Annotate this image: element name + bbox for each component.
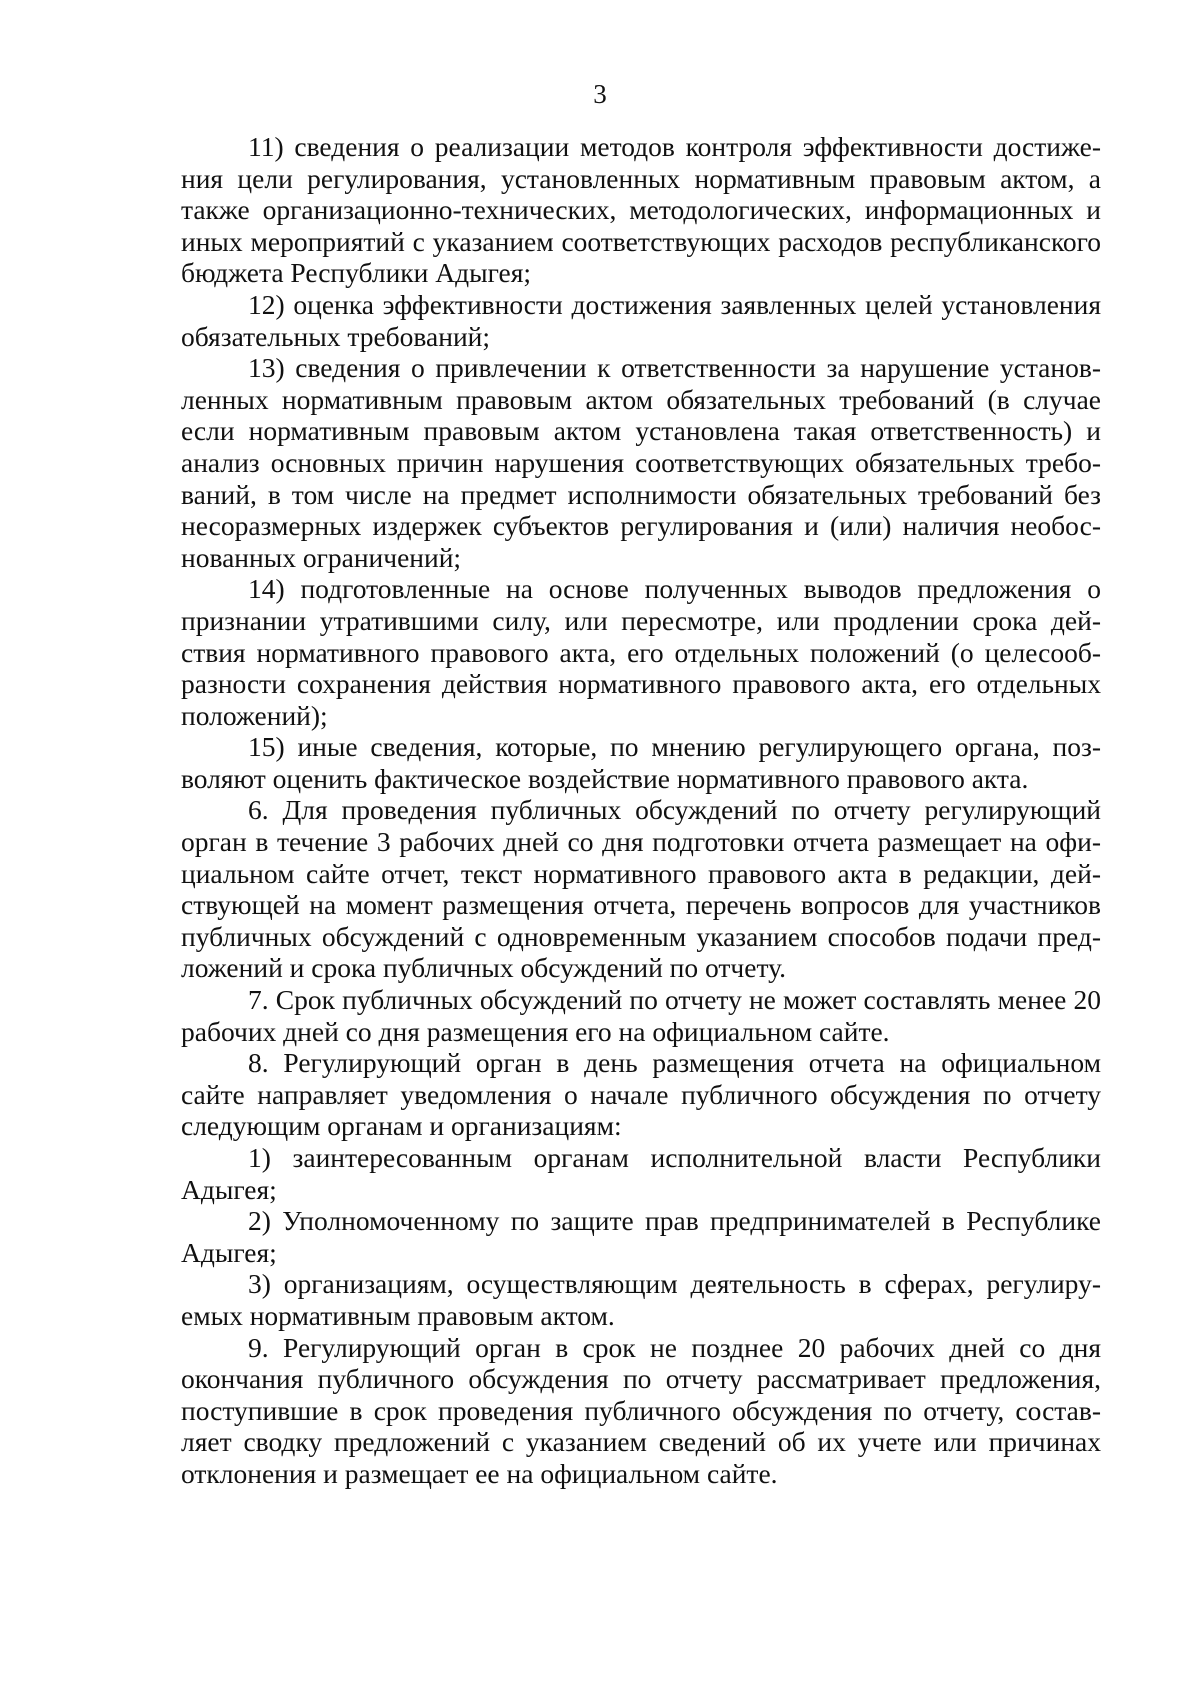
paragraph-item-13: 13) сведения о привлечении к ответственности за нарушение установленных нормативным правовым актом обязательных требований (в случае если нормативным правовым актом установлена такая ответственность) и анализ основных причин нарушения соответствующих обязательных требований, в том числе на предмет исполнимости обязательных требований без несоразмерных издержек субъектов регулирования и (или) наличия необоснованных ограничений; [181,352,1101,573]
paragraph-section-6: 6. Для проведения публичных обсуждений по отчету регулирующий орган в течение 3 рабочих дней со дня подготовки отчета размещает на официальном сайте отчет, текст нормативного правового акта в редакции, действующей на момент размещения отчета, перечень вопросов для участников публичных обсуждений с одновременным указанием способов подачи предложений и срока публичных обсуждений по отчету. [181,794,1101,984]
paragraph-section-7: 7. Срок публичных обсуждений по отчету не может составлять менее 20 рабочих дней со дня размещения его на официальном сайте. [181,984,1101,1047]
paragraph-section-8-item-3: 3) организациям, осуществляющим деятельность в сферах, регулируемых нормативным правовым актом. [181,1268,1101,1331]
paragraph-item-15: 15) иные сведения, которые, по мнению регулирующего органа, позволяют оценить фактическое воздействие нормативного правового акта. [181,731,1101,794]
paragraph-section-9: 9. Регулирующий орган в срок не позднее 20 рабочих дней со дня окончания публичного обсуждения по отчету рассматривает предложения, поступившие в срок проведения публичного обсуждения по отчету, составляет сводку предложений с указанием сведений об их учете или причинах отклонения и размещает ее на официальном сайте. [181,1331,1101,1489]
paragraph-section-8-item-1: 1) заинтересованным органам исполнительной власти Республики Адыгея; [181,1142,1101,1205]
document-body [181,131,1101,1490]
paragraph-section-8: 8. Регулирующий орган в день размещения отчета на официальном сайте направляет уведомления о начале публичного обсуждения по отчету следующим органам и организациям: [181,1047,1101,1142]
paragraph-section-8-item-2: 2) Уполномоченному по защите прав предпринимателей в Республике Адыгея; [181,1205,1101,1268]
page-number: 3 [593,79,607,109]
paragraph-item-14: 14) подготовленные на основе полученных выводов предложения о признании утратившими силу, или пересмотре, или продлении срока действия нормативного правового акта, его отдельных положений (о целесообразности сохранения действия нормативного правового акта, его отдельных положений); [181,573,1101,731]
paragraph-item-12: 12) оценка эффективности достижения заявленных целей установления обязательных требований; [181,288,1101,352]
paragraph-item-11: 11) сведения о реализации методов контроля эффективности достижения цели регулирования, установленных нормативным правовым актом, а также организационно-технических, методологических, информационных и иных мероприятий с указанием соответствующих расходов республиканского бюджета Республики Адыгея; [181,131,1101,289]
